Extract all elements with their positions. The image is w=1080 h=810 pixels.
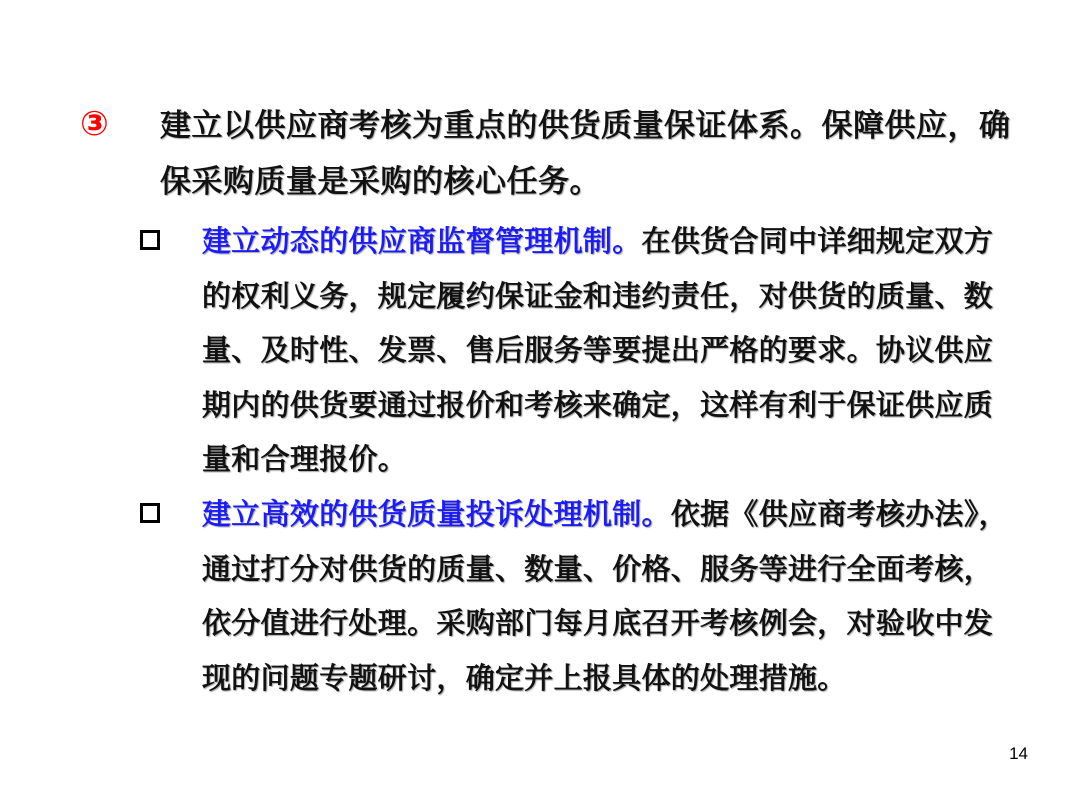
sub-point-supervision (140, 214, 1010, 487)
circled-number: ③ (80, 104, 109, 144)
square-bullet-icon (140, 230, 160, 250)
sub-point-highlight: 建立高效的供货质量投诉处理机制。 (202, 497, 671, 531)
main-point-text: 建立以供应商考核为重点的供货质量保证体系。保障供应，确保采购质量是采购的核心任务。 (160, 108, 1011, 200)
sub-point-body: 依据《供应商考核办法》，通过打分对供货的质量、数量、价格、服务等进行全面考核，依分值进行处理。采购部门每月底召开考核例会，对验收中发现的问题专题研讨，确定并上报具体的处理措施。 (202, 497, 1008, 695)
page-number: 14 (1009, 744, 1028, 763)
sub-point-highlight: 建立动态的供应商监督管理机制。 (202, 224, 642, 258)
square-bullet-icon (140, 503, 160, 523)
sub-point-body: 在供货合同中详细规定双方的权利义务，规定履约保证金和违约责任，对供货的质量、数量、及时性、发票、售后服务等要提出严格的要求。协议供应期内的供货要通过报价和考核来确定，这样有利于保证供应质量和合理报价。 (202, 224, 994, 476)
sub-point-text (202, 214, 1010, 487)
sub-point-text (202, 487, 1010, 705)
main-point (80, 98, 1030, 210)
sub-point-complaint (140, 487, 1010, 705)
